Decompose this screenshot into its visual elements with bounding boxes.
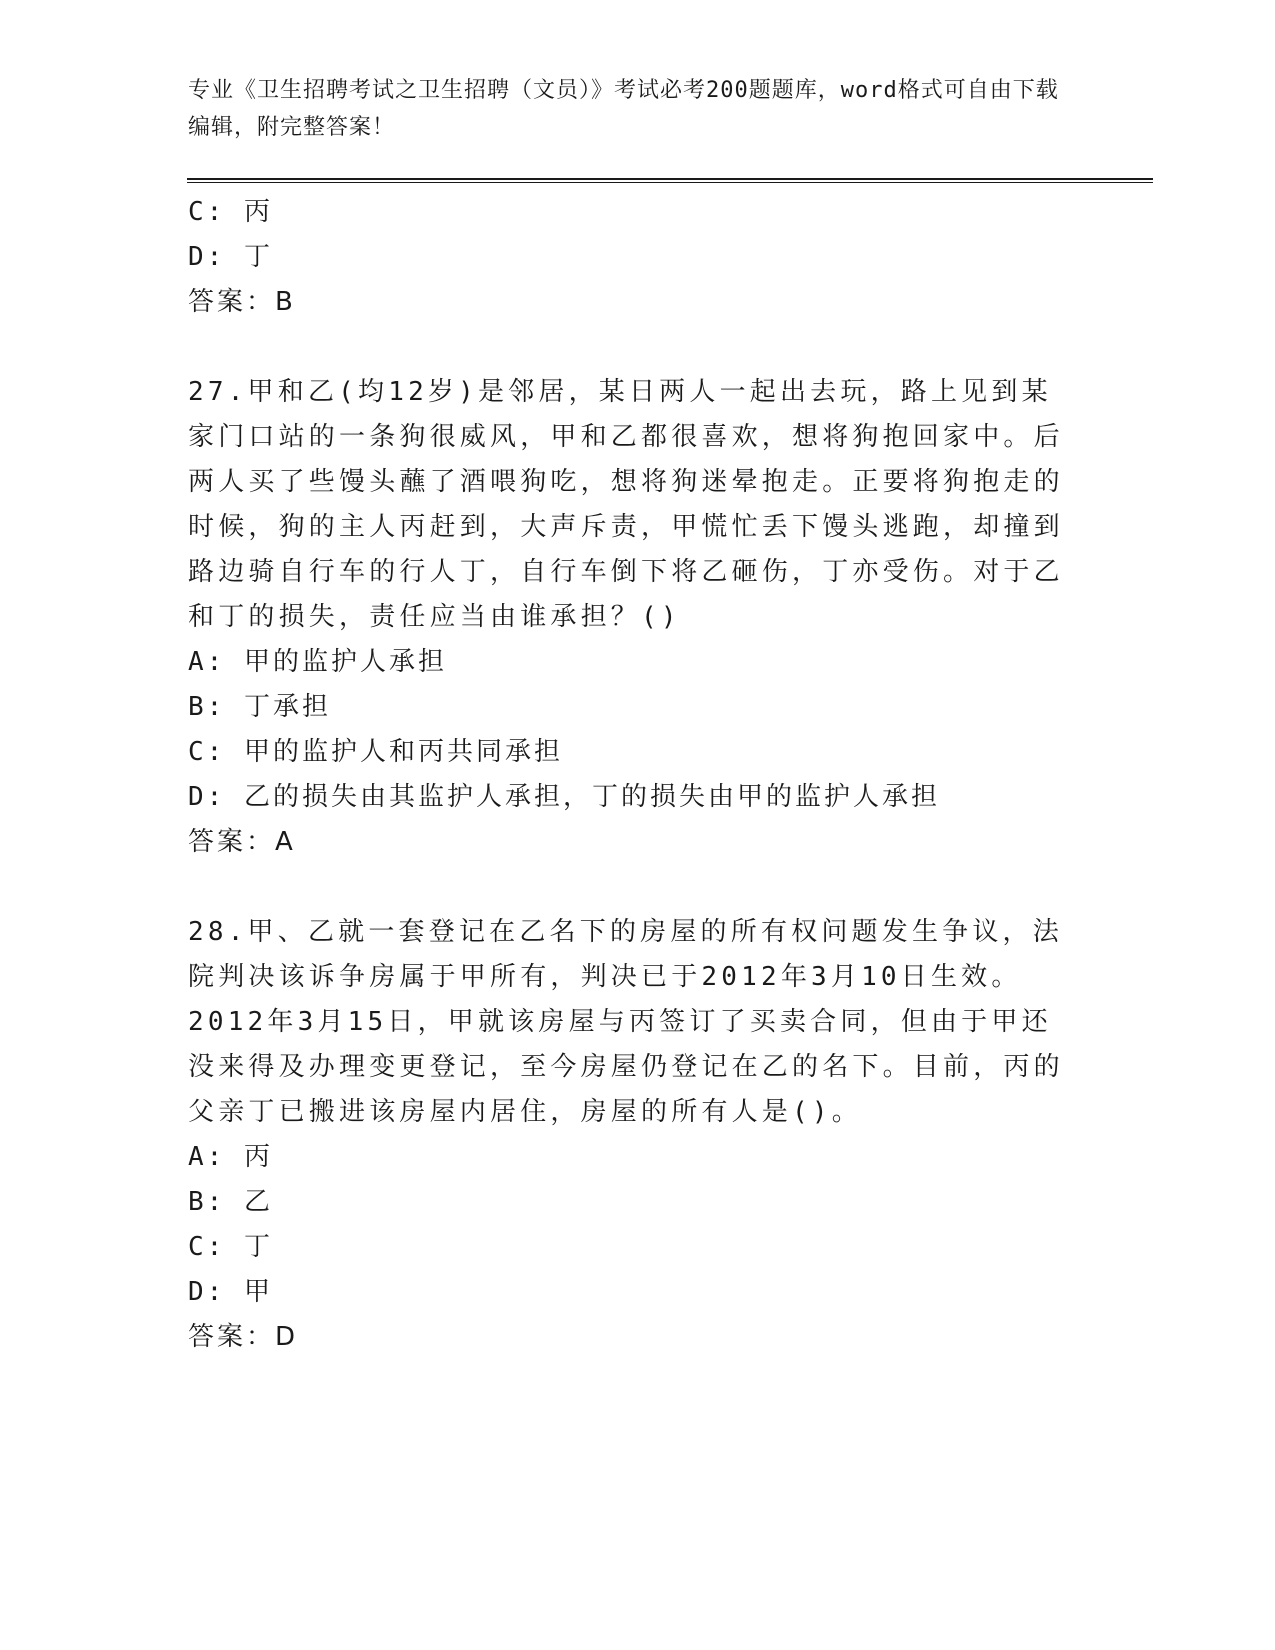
header-divider (187, 178, 1153, 180)
spacer (188, 325, 1068, 370)
answer-line: 答案：D (188, 1322, 299, 1352)
option-a: A: 丙 (188, 1142, 273, 1172)
option-c: C: 丙 (188, 197, 273, 227)
header-divider-thin (187, 182, 1153, 183)
option-d: D: 甲 (188, 1277, 273, 1307)
option-c: C: 丁 (188, 1232, 273, 1262)
question-27 (188, 370, 1068, 865)
answer-line: 答案：A (188, 827, 296, 857)
answer-line: 答案：B (188, 287, 296, 317)
option-d: D: 丁 (188, 242, 273, 272)
document-body (188, 190, 1068, 1360)
document-header: 专业《卫生招聘考试之卫生招聘（文员）》考试必考200题题库，word格式可自由下载编辑，附完整答案！ (188, 78, 1059, 140)
option-d: D: 乙的损失由其监护人承担，丁的损失由甲的监护人承担 (188, 782, 940, 812)
option-c: C: 甲的监护人和丙共同承担 (188, 737, 563, 767)
question-28 (188, 910, 1068, 1360)
spacer (188, 865, 1068, 910)
option-b: B: 丁承担 (188, 692, 331, 722)
question-stem: 27.甲和乙(均12岁)是邻居，某日两人一起出去玩，路上见到某家门口站的一条狗很威风，甲和乙都很喜欢，想将狗抱回家中。后两人买了些馒头蘸了酒喂狗吃，想将狗迷晕抱走。正要将狗抱走的时候，狗的主人丙赶到，大声斥责，甲慌忙丢下馒头逃跑，却撞到路边骑自行车的行人丁，自行车倒下将乙砸伤，丁亦受伤。对于乙和丁的损失，责任应当由谁承担？() (188, 377, 1064, 632)
prev-question-block (188, 190, 1068, 325)
option-a: A: 甲的监护人承担 (188, 647, 447, 677)
question-stem: 28.甲、乙就一套登记在乙名下的房屋的所有权问题发生争议，法院判决该诉争房属于甲所有，判决已于2012年3月10日生效。2012年3月15日，甲就该房屋与丙签订了买卖合同，但由于甲还没来得及办理变更登记，至今房屋仍登记在乙的名下。目前，丙的父亲丁已搬进该房屋内居住，房屋的所有人是()。 (188, 917, 1064, 1127)
option-b: B: 乙 (188, 1187, 273, 1217)
